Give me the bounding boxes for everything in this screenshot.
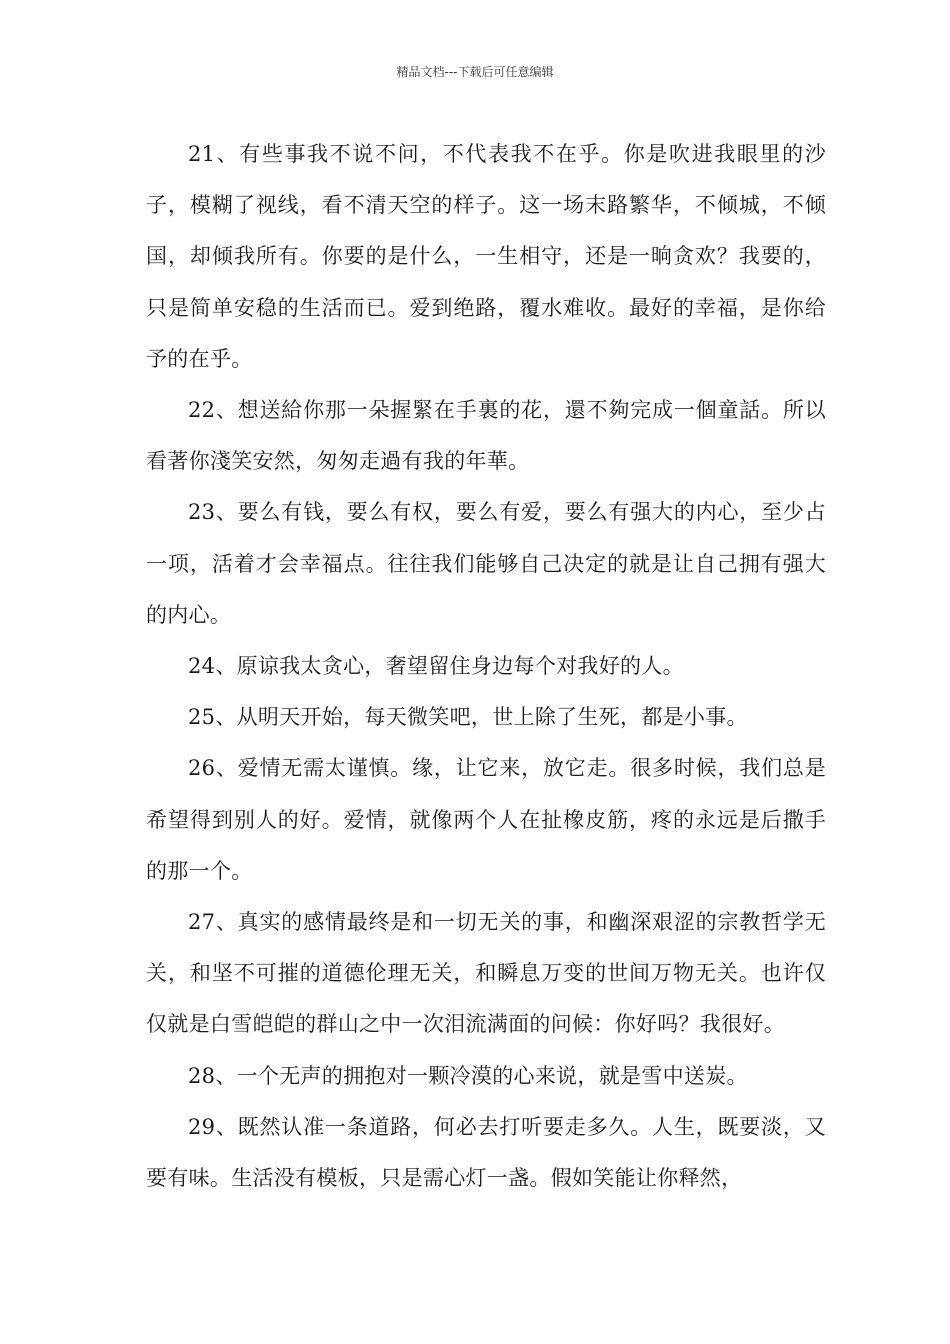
paragraph-24: 24、原谅我太贪心，奢望留住身边每个对我好的人。 [188,654,684,679]
paragraph-25: 25、从明天开始，每天微笑吧，世上除了生死，都是小事。 [188,705,748,730]
paragraph-29: 29、既然认准一条道路，何必去打听要走多久。人生，既要淡，又要有味。生活没有模板，只是需心灯一盏。假如笑能让你释然， [146,1114,826,1191]
paragraph-26: 26、爱情无需太谨慎。缘，让它来，放它走。很多时候，我们总是希望得到别人的好。爱情，就像两个人在扯橡皮筋，疼的永远是后撒手的那一个。 [146,756,826,883]
page-header: 精品文档---下载后可任意编辑 [396,65,554,79]
paragraph-28: 28、一个无声的拥抱对一颗冷漠的心来说，就是雪中送炭。 [188,1063,748,1088]
document-body [146,129,826,1204]
paragraph-23: 23、要么有钱，要么有权，要么有爱，要么有强大的内心，至少占一项，活着才会幸福点。往往我们能够自己决定的就是让自己拥有强大的内心。 [146,500,826,627]
paragraph-27: 27、真实的感情最终是和一切无关的事，和幽深艰涩的宗教哲学无关，和坚不可摧的道德伦理无关，和瞬息万变的世间万物无关。也许仅仅就是白雪皑皑的群山之中一次泪流满面的问候：你好吗？我很好。 [146,910,826,1037]
paragraph-21: 21、有些事我不说不问，不代表我不在乎。你是吹进我眼里的沙子，模糊了视线，看不清天空的样子。这一场末路繁华，不倾城，不倾国，却倾我所有。你要的是什么，一生相守，还是一晌贪欢？我要的，只是简单安稳的生活而已。爱到绝路，覆水难收。最好的幸福，是你给予的在乎。 [146,142,826,371]
paragraph-22: 22、想送給你那一朵握緊在手裏的花，還不夠完成一個童話。所以看著你淺笑安然，匆匆走過有我的年華。 [146,398,826,474]
